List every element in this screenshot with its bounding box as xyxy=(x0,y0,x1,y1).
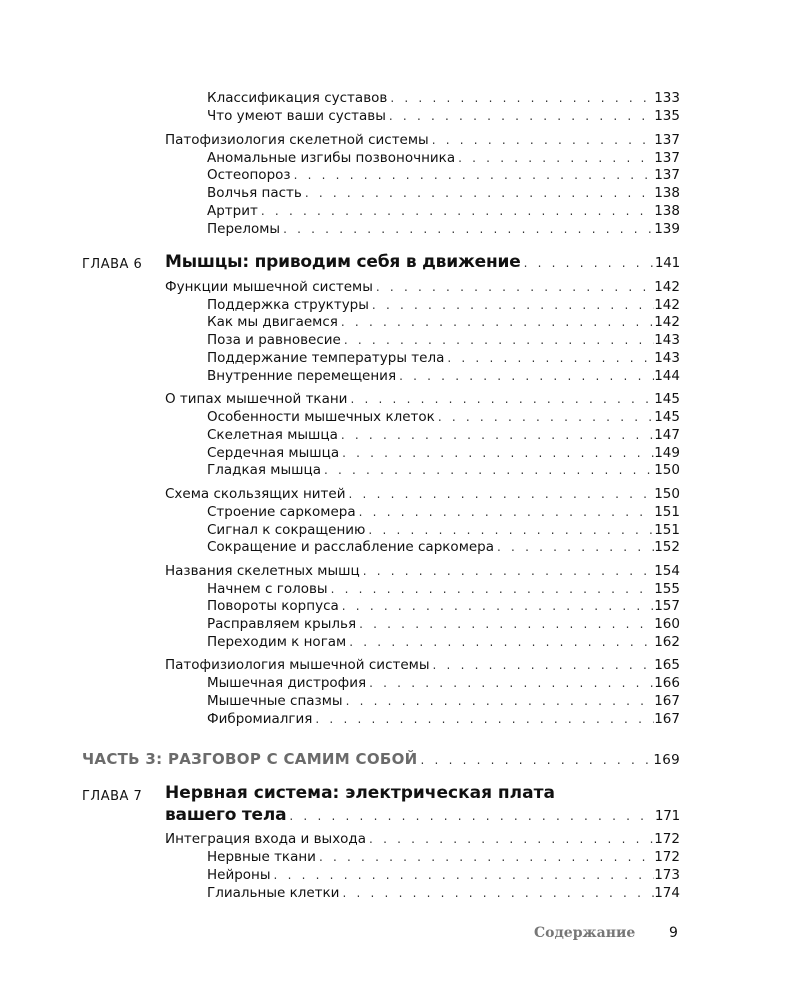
toc-entry: Переломы . . . 139 xyxy=(207,221,680,237)
toc-entry: Классификация суставов . . . 133 xyxy=(207,90,680,106)
toc-entry: Мышечные спазмы . . . 167 xyxy=(207,693,680,709)
toc-entry: Повороты корпуса . . . 157 xyxy=(207,598,680,614)
toc-entry: Волчья пасть . . . 138 xyxy=(207,185,680,201)
toc-entry: Артрит . . . 138 xyxy=(207,203,680,219)
toc-entry: Гладкая мышца . . . 150 xyxy=(207,462,680,478)
toc-entry: Нейроны . . . 173 xyxy=(207,867,680,883)
part-title: ЧАСТЬ 3: РАЗГОВОР С САМИМ СОБОЙ . . . 169 xyxy=(82,750,680,768)
running-footer: Содержание xyxy=(534,925,636,941)
toc-entry: Патофизиология скелетной системы . . . 137 xyxy=(165,132,680,148)
toc-entry: Начнем с головы . . . 155 xyxy=(207,581,680,597)
toc-entry: Сердечная мышца . . . 149 xyxy=(207,445,680,461)
chapter-title: вашего тела . . . 171 xyxy=(165,805,680,825)
toc-entry: Сигнал к сокращению . . . 151 xyxy=(207,522,680,538)
toc-entry: Схема скользящих нитей . . . 150 xyxy=(165,486,680,502)
toc-entry: Названия скелетных мышц . . . 154 xyxy=(165,563,680,579)
toc-entry: О типах мышечной ткани . . . 145 xyxy=(165,391,680,407)
toc-entry: Глиальные клетки . . . 174 xyxy=(207,885,680,901)
toc-entry: Аномальные изгибы позвоночника . . . 137 xyxy=(207,150,680,166)
toc-entry: Особенности мышечных клеток . . . 145 xyxy=(207,409,680,425)
toc-entry: Скелетная мышца . . . 147 xyxy=(207,427,680,443)
toc-entry: Нервные ткани . . . 172 xyxy=(207,849,680,865)
toc-entry: Функции мышечной системы . . . 142 xyxy=(165,279,680,295)
toc-entry: Как мы двигаемся . . . 142 xyxy=(207,314,680,330)
chapter-title-line1: Нервная система: электрическая плата xyxy=(165,783,555,803)
toc-entry: Что умеют ваши суставы . . . 135 xyxy=(207,108,680,124)
chapter-label: ГЛАВА 6 xyxy=(82,257,143,272)
toc-entry: Поддержка структуры . . . 142 xyxy=(207,297,680,313)
toc-entry: Патофизиология мышечной системы . . . 165 xyxy=(165,657,680,673)
page-number: 9 xyxy=(669,925,678,941)
toc-entry: Сокращение и расслабление саркомера . . . 152 xyxy=(207,539,680,555)
toc-entry: Поддержание температуры тела . . . 143 xyxy=(207,350,680,366)
chapter-title: Мышцы: приводим себя в движение . . . 141 xyxy=(165,252,680,272)
toc-entry: Внутренние перемещения . . . 144 xyxy=(207,368,680,384)
toc-entry: Остеопороз . . . 137 xyxy=(207,167,680,183)
toc-entry: Мышечная дистрофия . . . 166 xyxy=(207,675,680,691)
chapter-label: ГЛАВА 7 xyxy=(82,789,143,804)
toc-entry: Поза и равновесие . . . 143 xyxy=(207,332,680,348)
toc-entry: Переходим к ногам . . . 162 xyxy=(207,634,680,650)
toc-entry: Интеграция входа и выхода . . . 172 xyxy=(165,831,680,847)
toc-entry: Расправляем крылья . . . 160 xyxy=(207,616,680,632)
toc-entry: Строение саркомера . . . 151 xyxy=(207,504,680,520)
toc-entry: Фибромиалгия . . . 167 xyxy=(207,711,680,727)
